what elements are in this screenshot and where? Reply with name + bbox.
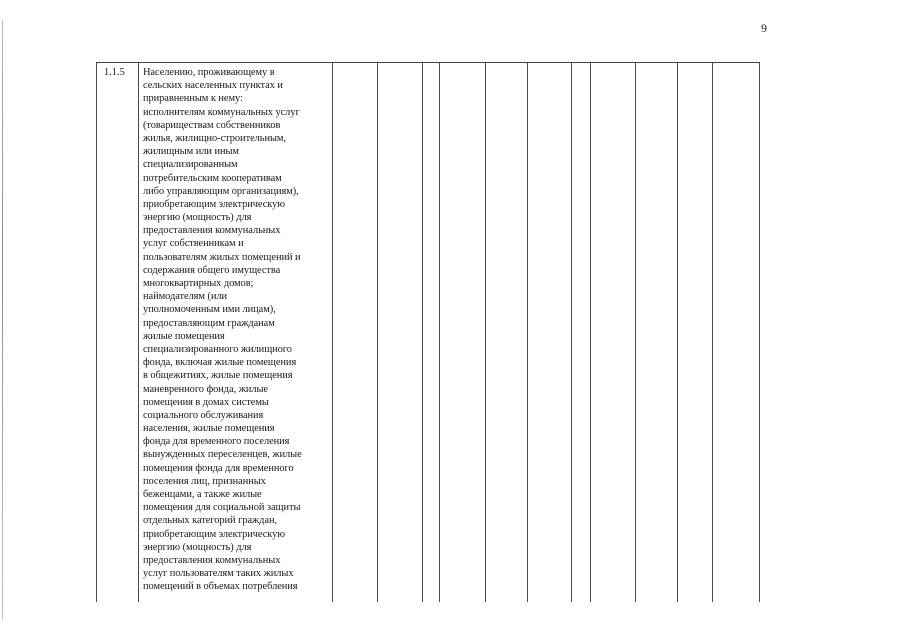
table-column-divider — [712, 62, 713, 602]
description-line: (товариществам собственников — [143, 119, 281, 131]
description-line: специализированного жилищного — [143, 343, 292, 355]
description-line: социального обслуживания — [143, 409, 264, 421]
description-line: Населению, проживающему в — [143, 67, 275, 78]
page-number: 9 — [761, 21, 767, 35]
description-line: приобретающим электрическую — [143, 528, 286, 540]
description-line: фонда для временного поселения — [143, 436, 290, 448]
table-column-divider — [377, 62, 378, 602]
description-line: предоставления коммунальных — [143, 554, 281, 566]
table-column-divider — [485, 62, 486, 602]
description-line: исполнителям коммунальных услуг — [143, 106, 300, 118]
description-line: помещений в объемах потребления — [143, 581, 298, 593]
table-column-divider — [138, 62, 139, 602]
table-column-divider — [571, 62, 572, 602]
description-line: маневренного фонда, жилые — [143, 383, 268, 395]
description-line: помещения в домах системы — [143, 396, 269, 408]
description-line: отдельных категорий граждан, — [143, 515, 278, 527]
description-line: сельских населенных пунктах и — [143, 80, 283, 92]
description-line: приравненным к нему: — [143, 93, 243, 105]
table-row-number: 1.1.5 — [104, 67, 125, 78]
scan-left-edge — [2, 20, 3, 620]
description-line: наймодателям (или — [143, 291, 228, 303]
description-line: поселения лиц, признанных — [143, 475, 266, 487]
table-column-divider — [332, 62, 333, 602]
description-line: энергию (мощность) для — [143, 541, 252, 553]
description-line: содержания общего имущества — [143, 264, 281, 276]
description-line: специализированным — [143, 159, 238, 171]
description-line: услуг пользователям таких жилых — [143, 568, 294, 580]
description-line: в общежитиях, жилые помещения — [143, 370, 293, 382]
description-line: населения, жилые помещения — [143, 423, 275, 435]
row-description — [143, 66, 331, 594]
table-column-divider — [422, 62, 423, 602]
description-line: помещения фонда для временного — [143, 462, 294, 474]
description-line: помещения для социальной защиты — [143, 502, 301, 514]
description-line: услуг собственникам и — [143, 238, 244, 250]
table-column-divider — [759, 62, 760, 602]
description-line: жилищным или иным — [143, 146, 239, 158]
description-line: предоставления коммунальных — [143, 225, 281, 237]
table-column-divider — [635, 62, 636, 602]
description-line: либо управляющим организациям), — [143, 185, 299, 197]
description-line: вынужденных переселенцев, жилые — [143, 449, 302, 461]
table-column-divider — [590, 62, 591, 602]
description-line: предоставляющим гражданам — [143, 317, 275, 329]
description-line: пользователям жилых помещений и — [143, 251, 301, 263]
table-column-divider — [677, 62, 678, 602]
description-line: многоквартирных домов; — [143, 278, 254, 289]
description-line: фонда, включая жилые помещения — [143, 357, 297, 369]
table-column-divider — [527, 62, 528, 602]
description-line: жилые помещения — [143, 330, 225, 342]
description-line: жилья, жилищно-строительным, — [143, 132, 286, 144]
description-line: беженцами, а также жилые — [143, 489, 262, 500]
table-column-divider — [96, 62, 97, 602]
description-line: уполномоченным ими лицам), — [143, 304, 276, 316]
description-line: энергию (мощность) для — [143, 212, 252, 224]
description-line: приобретающим электрическую — [143, 198, 286, 210]
table-column-divider — [439, 62, 440, 602]
description-line: потребительским кооперативам — [143, 172, 282, 184]
